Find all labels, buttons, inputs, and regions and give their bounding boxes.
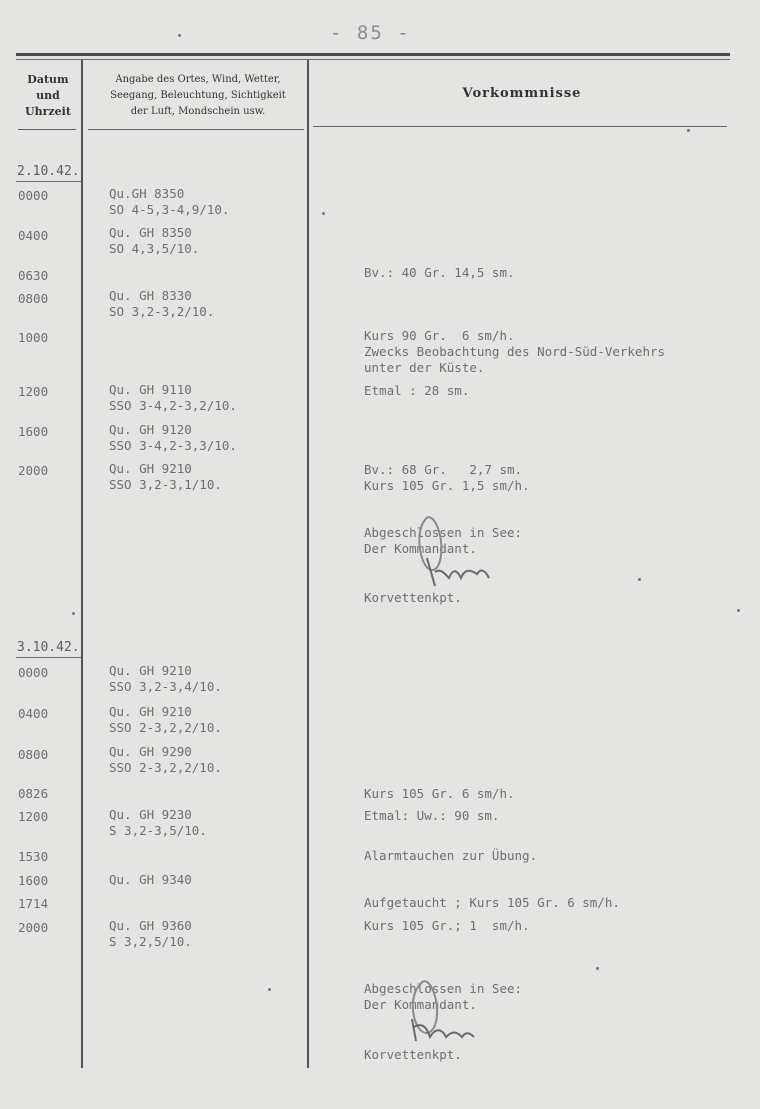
top-rule-thin [16, 59, 730, 60]
header-underline-2 [88, 129, 304, 130]
entry-time: 0800 [18, 747, 49, 762]
paper-speck [638, 578, 641, 581]
entry-weather: SO 4,3,5/10. [109, 241, 200, 256]
entry-weather: S 3,2,5/10. [109, 934, 192, 949]
entry-position: Qu. GH 9210 [109, 461, 192, 476]
rank-line: Korvettenkpt. [364, 590, 462, 605]
entry-weather: SSO 3-4,2-3,2/10. [109, 398, 237, 413]
entry-time: 1530 [18, 849, 49, 864]
entry-weather: SSO 2-3,2,2/10. [109, 760, 222, 775]
entry-position: Qu. GH 9230 [109, 807, 192, 822]
entry-position: Qu. GH 9290 [109, 744, 192, 759]
header-datum-line: Datum [27, 73, 69, 86]
entry-event: Etmal: Uw.: 90 sm. [364, 808, 500, 823]
entry-time: 0800 [18, 291, 49, 306]
header-datum-line: und [36, 89, 60, 102]
day-date: 2.10.42. [17, 164, 80, 179]
entry-time: 1714 [18, 896, 49, 911]
header-angabe-line: der Luft, Mondschein usw. [130, 106, 266, 117]
col-divider-2 [307, 60, 309, 1068]
entry-event: Kurs 105 Gr. 1,5 sm/h. [364, 478, 530, 493]
entry-time: 0630 [18, 268, 49, 283]
header-angabe-line: Seegang, Beleuchtung, Sichtigkeit [110, 90, 286, 101]
closing-line: Der Kommandant. [364, 997, 477, 1012]
day-date: 3.10.42. [17, 640, 80, 655]
header-datum [16, 72, 80, 120]
top-rule [16, 53, 730, 56]
entry-event: Zwecks Beobachtung des Nord-Süd-Verkehrs [364, 344, 666, 359]
paper-speck [596, 967, 599, 970]
paper-speck [687, 129, 690, 132]
col-divider-1 [81, 60, 83, 1068]
entry-weather: SO 3,2-3,2/10. [109, 304, 215, 319]
entry-position: Qu. GH 9120 [109, 422, 192, 437]
entry-weather: SO 4-5,3-4,9/10. [109, 202, 230, 217]
entry-weather: SSO 3,2-3,4/10. [109, 679, 222, 694]
header-angabe [88, 72, 308, 120]
entry-position: Qu.GH 8350 [109, 186, 185, 201]
entry-time: 0400 [18, 228, 49, 243]
header-underline-1 [18, 129, 76, 130]
closing-line: Abgeschlossen in See: [364, 525, 523, 540]
entry-event: Alarmtauchen zur Übung. [364, 848, 538, 863]
date-underline [16, 657, 82, 658]
page-number: - 85 - [330, 22, 411, 44]
entry-time: 1200 [18, 384, 49, 399]
entry-position: Qu. GH 9360 [109, 918, 192, 933]
entry-event: unter der Küste. [364, 360, 485, 375]
signature-mark [400, 975, 510, 1055]
paper-speck [322, 212, 325, 215]
entry-event: Bv.: 40 Gr. 14,5 sm. [364, 265, 515, 280]
closing-line: Der Kommandant. [364, 541, 477, 556]
closing-line: Abgeschlossen in See: [364, 981, 523, 996]
header-underline-3 [313, 126, 727, 127]
rank-line: Korvettenkpt. [364, 1047, 462, 1062]
entry-time: 0000 [18, 188, 49, 203]
paper-speck [737, 609, 740, 612]
entry-event: Etmal : 28 sm. [364, 383, 470, 398]
entry-event: Aufgetaucht ; Kurs 105 Gr. 6 sm/h. [364, 895, 620, 910]
entry-position: Qu. GH 8330 [109, 288, 192, 303]
entry-time: 2000 [18, 463, 49, 478]
entry-position: Qu. GH 9210 [109, 663, 192, 678]
entry-time: 0826 [18, 786, 49, 801]
date-underline [16, 181, 82, 182]
entry-time: 0000 [18, 665, 49, 680]
signature-mark [405, 508, 515, 598]
entry-time: 2000 [18, 920, 49, 935]
entry-event: Kurs 105 Gr. 6 sm/h. [364, 786, 515, 801]
entry-position: Qu. GH 9340 [109, 872, 192, 887]
header-vorkommnisse: Vorkommnisse [462, 86, 582, 101]
entry-weather: S 3,2-3,5/10. [109, 823, 207, 838]
entry-event: Kurs 90 Gr. 6 sm/h. [364, 328, 515, 343]
entry-time: 1200 [18, 809, 49, 824]
entry-weather: SSO 3-4,2-3,3/10. [109, 438, 237, 453]
entry-weather: SSO 3,2-3,1/10. [109, 477, 222, 492]
header-angabe-line: Angabe des Ortes, Wind, Wetter, [115, 74, 281, 85]
entry-time: 0400 [18, 706, 49, 721]
entry-weather: SSO 2-3,2,2/10. [109, 720, 222, 735]
entry-event: Kurs 105 Gr.; 1 sm/h. [364, 918, 530, 933]
entry-event: Bv.: 68 Gr. 2,7 sm. [364, 462, 523, 477]
paper-speck [72, 612, 75, 615]
entry-time: 1600 [18, 873, 49, 888]
entry-position: Qu. GH 9110 [109, 382, 192, 397]
entry-time: 1000 [18, 330, 49, 345]
entry-position: Qu. GH 9210 [109, 704, 192, 719]
header-datum-line: Uhrzeit [25, 105, 71, 118]
paper-speck [178, 34, 181, 37]
entry-time: 1600 [18, 424, 49, 439]
paper-speck [268, 988, 271, 991]
entry-position: Qu. GH 8350 [109, 225, 192, 240]
